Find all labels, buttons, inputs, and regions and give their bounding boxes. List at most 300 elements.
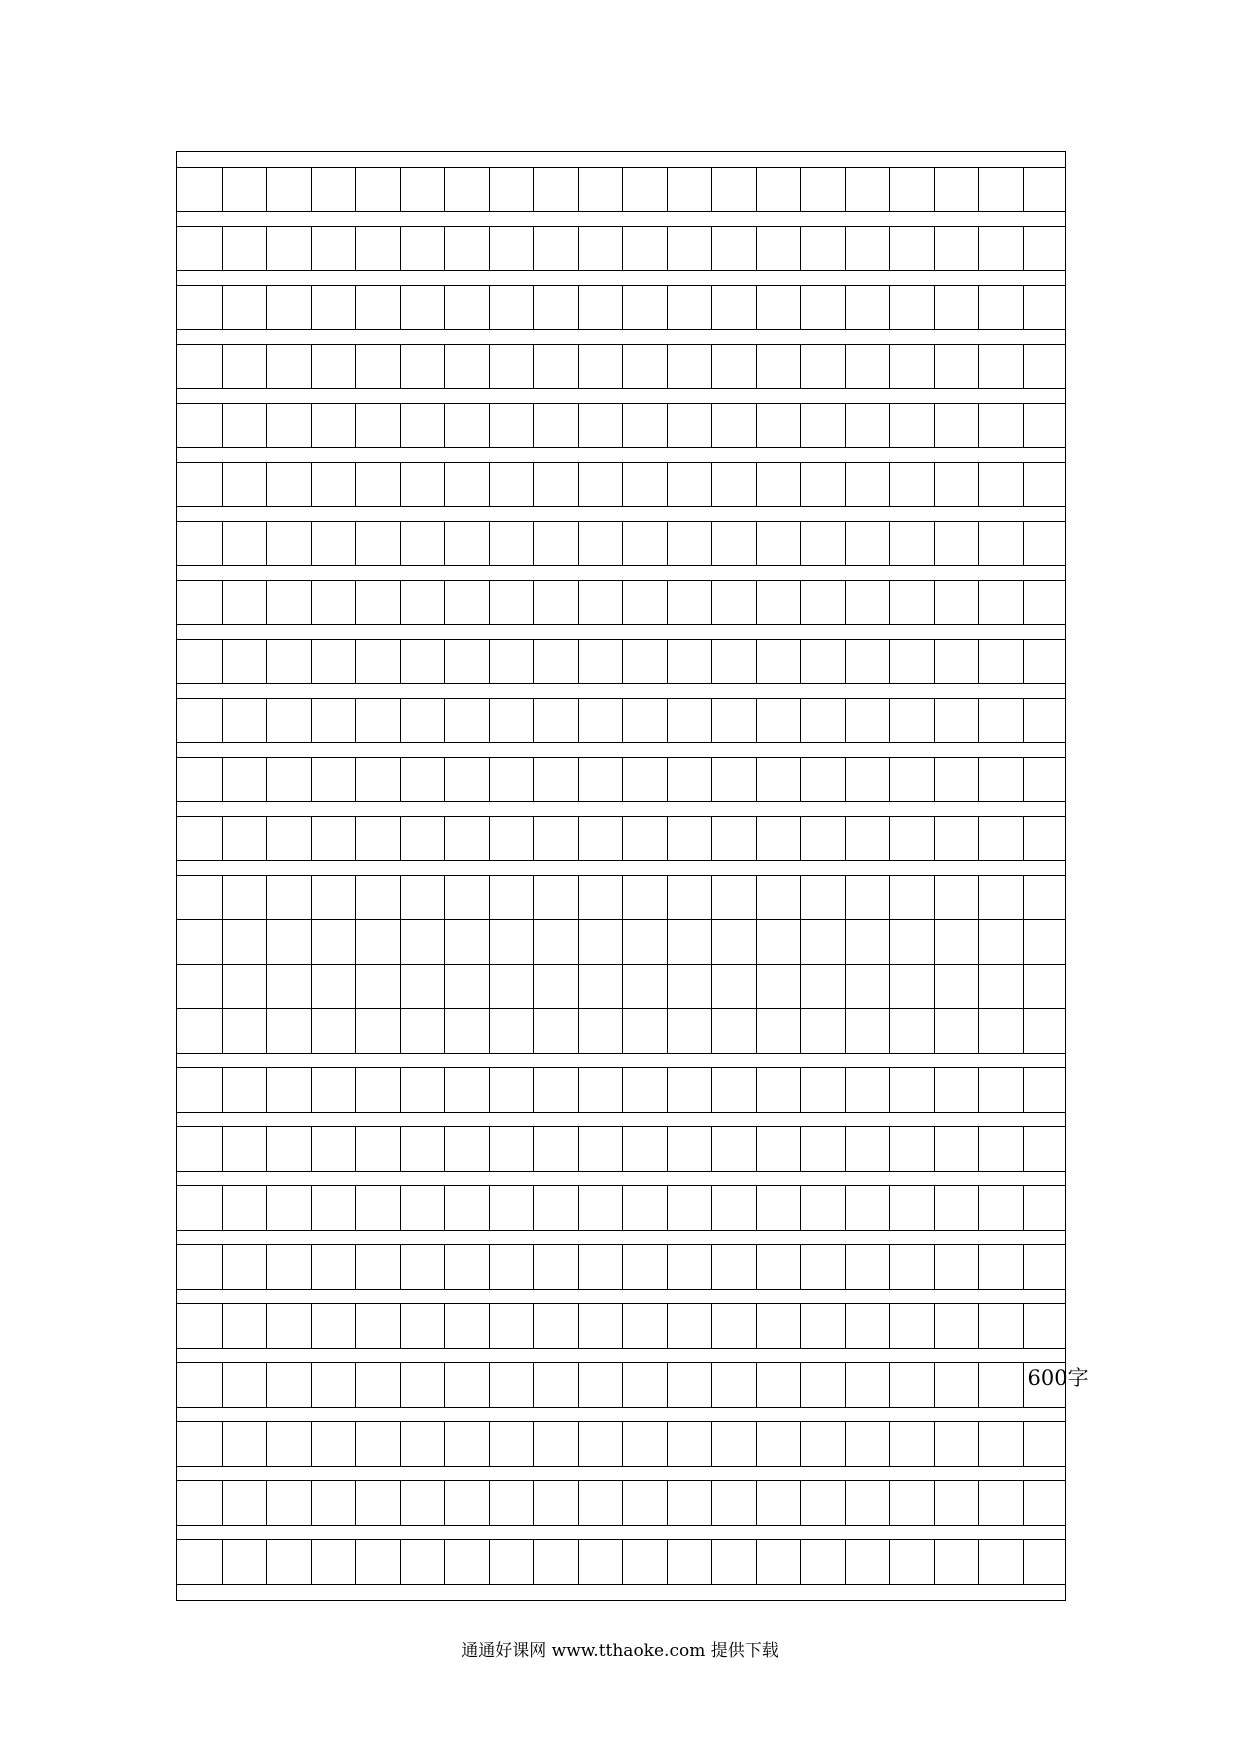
column-line <box>400 285 401 330</box>
column-line <box>800 1362 801 1407</box>
column-line <box>889 521 890 566</box>
column-line <box>355 167 356 212</box>
row-group-line <box>177 1525 1065 1526</box>
column-line <box>622 875 623 1053</box>
column-line <box>1023 816 1024 861</box>
column-line <box>266 1185 267 1230</box>
column-line <box>756 1126 757 1171</box>
column-line <box>978 344 979 389</box>
column-line <box>889 1126 890 1171</box>
column-line <box>355 344 356 389</box>
column-line <box>1023 167 1024 212</box>
column-line <box>889 1539 890 1584</box>
column-line <box>845 1067 846 1112</box>
column-line <box>444 1067 445 1112</box>
row-group-line <box>177 388 1065 389</box>
column-line <box>222 462 223 507</box>
column-line <box>756 875 757 1053</box>
column-line <box>489 226 490 271</box>
column-line <box>934 816 935 861</box>
column-line <box>711 167 712 212</box>
column-line <box>578 757 579 802</box>
column-line <box>578 344 579 389</box>
column-line <box>1023 1421 1024 1466</box>
column-line <box>400 1067 401 1112</box>
column-line <box>978 580 979 625</box>
column-line <box>667 875 668 1053</box>
column-line <box>311 226 312 271</box>
column-line <box>266 816 267 861</box>
column-line <box>578 285 579 330</box>
column-line <box>400 639 401 684</box>
column-line <box>222 757 223 802</box>
column-line <box>622 1126 623 1171</box>
column-line <box>355 1067 356 1112</box>
column-line <box>711 1185 712 1230</box>
column-line <box>311 639 312 684</box>
footer-source-text: 通通好课网 www.tthaoke.com 提供下载 <box>461 1641 779 1661</box>
column-line <box>978 521 979 566</box>
column-line <box>978 462 979 507</box>
column-line <box>578 580 579 625</box>
column-line <box>400 1421 401 1466</box>
column-line <box>756 757 757 802</box>
column-line <box>578 1126 579 1171</box>
column-line <box>711 1303 712 1348</box>
column-line <box>889 1421 890 1466</box>
column-line <box>489 344 490 389</box>
column-line <box>756 639 757 684</box>
column-line <box>1023 1126 1024 1171</box>
column-line <box>533 344 534 389</box>
column-line <box>800 757 801 802</box>
column-line <box>845 698 846 743</box>
column-line <box>266 1421 267 1466</box>
column-line <box>489 521 490 566</box>
column-line <box>667 226 668 271</box>
column-line <box>578 816 579 861</box>
column-line <box>667 167 668 212</box>
column-line <box>533 816 534 861</box>
column-line <box>845 1185 846 1230</box>
column-line <box>667 1185 668 1230</box>
column-line <box>489 403 490 448</box>
column-line <box>800 816 801 861</box>
column-line <box>222 344 223 389</box>
column-line <box>622 1067 623 1112</box>
column-line <box>266 639 267 684</box>
column-line <box>845 462 846 507</box>
column-line <box>978 1480 979 1525</box>
column-line <box>934 226 935 271</box>
column-line <box>756 403 757 448</box>
column-line <box>756 521 757 566</box>
column-line <box>444 580 445 625</box>
column-line <box>756 1480 757 1525</box>
column-line <box>533 167 534 212</box>
column-line <box>578 1067 579 1112</box>
column-line <box>444 1303 445 1348</box>
column-line <box>622 1362 623 1407</box>
column-line <box>800 1539 801 1584</box>
column-line <box>667 698 668 743</box>
column-line <box>266 1480 267 1525</box>
column-line <box>400 1244 401 1289</box>
column-line <box>889 1067 890 1112</box>
column-line <box>1023 1244 1024 1289</box>
column-line <box>266 1067 267 1112</box>
column-line <box>400 816 401 861</box>
column-line <box>400 403 401 448</box>
row-group-line <box>177 1348 1065 1349</box>
column-line <box>266 167 267 212</box>
column-line <box>711 875 712 1053</box>
column-line <box>978 1303 979 1348</box>
column-line <box>711 1067 712 1112</box>
column-line <box>578 167 579 212</box>
column-line <box>222 1303 223 1348</box>
column-line <box>1023 698 1024 743</box>
column-line <box>1023 1185 1024 1230</box>
column-line <box>266 403 267 448</box>
column-line <box>578 1539 579 1584</box>
column-line <box>845 639 846 684</box>
column-line <box>311 462 312 507</box>
row-group-line <box>177 1407 1065 1408</box>
row-group-line <box>177 1053 1065 1054</box>
column-line <box>889 1303 890 1348</box>
column-line <box>533 698 534 743</box>
column-line <box>800 1067 801 1112</box>
column-line <box>222 1185 223 1230</box>
column-line <box>756 462 757 507</box>
column-line <box>355 1244 356 1289</box>
column-line <box>622 1421 623 1466</box>
row-group-line <box>177 801 1065 802</box>
column-line <box>311 1303 312 1348</box>
column-line <box>622 698 623 743</box>
column-line <box>1023 1362 1024 1407</box>
column-line <box>978 167 979 212</box>
column-line <box>489 580 490 625</box>
column-line <box>800 1421 801 1466</box>
column-line <box>578 1303 579 1348</box>
column-line <box>711 580 712 625</box>
row-group-line <box>177 1112 1065 1113</box>
column-line <box>266 1362 267 1407</box>
column-line <box>756 698 757 743</box>
column-line <box>444 757 445 802</box>
column-line <box>578 1244 579 1289</box>
column-line <box>889 462 890 507</box>
column-line <box>222 226 223 271</box>
column-line <box>934 285 935 330</box>
column-line <box>800 1480 801 1525</box>
column-line <box>978 698 979 743</box>
column-line <box>889 167 890 212</box>
column-line <box>845 1480 846 1525</box>
column-line <box>800 1126 801 1171</box>
column-line <box>978 875 979 1053</box>
column-line <box>711 639 712 684</box>
column-line <box>533 1303 534 1348</box>
column-line <box>222 521 223 566</box>
column-line <box>800 521 801 566</box>
column-line <box>711 285 712 330</box>
column-line <box>222 698 223 743</box>
column-line <box>711 521 712 566</box>
column-line <box>355 1185 356 1230</box>
column-line <box>489 1126 490 1171</box>
column-line <box>667 462 668 507</box>
column-line <box>711 1244 712 1289</box>
column-line <box>266 1539 267 1584</box>
column-line <box>1023 344 1024 389</box>
column-line <box>934 1480 935 1525</box>
column-line <box>756 580 757 625</box>
column-line <box>756 1303 757 1348</box>
column-line <box>756 1362 757 1407</box>
column-line <box>533 639 534 684</box>
column-line <box>311 1362 312 1407</box>
column-line <box>578 403 579 448</box>
column-line <box>934 521 935 566</box>
column-line <box>934 1244 935 1289</box>
column-line <box>711 403 712 448</box>
column-line <box>845 875 846 1053</box>
column-line <box>622 1244 623 1289</box>
column-line <box>400 344 401 389</box>
column-line <box>266 1244 267 1289</box>
column-line <box>978 816 979 861</box>
column-line <box>311 580 312 625</box>
column-line <box>622 1185 623 1230</box>
column-line <box>444 1480 445 1525</box>
column-line <box>444 1421 445 1466</box>
column-line <box>311 1185 312 1230</box>
column-line <box>489 462 490 507</box>
column-line <box>444 639 445 684</box>
column-line <box>400 1539 401 1584</box>
column-line <box>355 1362 356 1407</box>
column-line <box>311 1539 312 1584</box>
column-line <box>889 639 890 684</box>
column-line <box>222 1539 223 1584</box>
column-line <box>266 344 267 389</box>
column-line <box>578 226 579 271</box>
column-line <box>978 1421 979 1466</box>
row-group-line <box>177 624 1065 625</box>
column-line <box>444 1362 445 1407</box>
column-line <box>1023 521 1024 566</box>
column-line <box>667 1362 668 1407</box>
column-line <box>1023 639 1024 684</box>
column-line <box>934 1067 935 1112</box>
column-line <box>934 344 935 389</box>
column-line <box>667 580 668 625</box>
column-line <box>889 757 890 802</box>
column-line <box>400 1185 401 1230</box>
column-line <box>400 580 401 625</box>
column-line <box>444 1126 445 1171</box>
column-line <box>311 1126 312 1171</box>
column-line <box>355 521 356 566</box>
column-line <box>800 403 801 448</box>
column-line <box>800 639 801 684</box>
column-line <box>266 226 267 271</box>
column-line <box>222 1126 223 1171</box>
column-line <box>400 875 401 1053</box>
column-line <box>667 344 668 389</box>
column-line <box>756 1067 757 1112</box>
column-line <box>533 403 534 448</box>
column-line <box>444 167 445 212</box>
column-line <box>311 1244 312 1289</box>
column-line <box>355 875 356 1053</box>
column-line <box>444 226 445 271</box>
column-line <box>355 757 356 802</box>
column-line <box>489 167 490 212</box>
column-line <box>533 521 534 566</box>
column-line <box>533 285 534 330</box>
column-line <box>756 1185 757 1230</box>
column-line <box>311 521 312 566</box>
column-line <box>489 1539 490 1584</box>
column-line <box>756 1244 757 1289</box>
column-line <box>1023 1480 1024 1525</box>
column-line <box>622 639 623 684</box>
row-group-line <box>177 329 1065 330</box>
column-line <box>355 580 356 625</box>
column-line <box>934 462 935 507</box>
column-line <box>355 816 356 861</box>
column-line <box>622 521 623 566</box>
row-group-line <box>177 1466 1065 1467</box>
row-group-line <box>177 1584 1065 1585</box>
column-line <box>667 403 668 448</box>
column-line <box>667 1067 668 1112</box>
column-line <box>533 1185 534 1230</box>
column-line <box>845 167 846 212</box>
column-line <box>533 1539 534 1584</box>
column-line <box>622 1539 623 1584</box>
column-line <box>489 1480 490 1525</box>
column-line <box>711 698 712 743</box>
row-group-line <box>177 683 1065 684</box>
column-line <box>1023 1303 1024 1348</box>
column-line <box>845 226 846 271</box>
column-line <box>845 403 846 448</box>
column-line <box>533 875 534 1053</box>
row-group-line <box>177 211 1065 212</box>
column-line <box>711 344 712 389</box>
column-line <box>800 344 801 389</box>
column-line <box>889 1362 890 1407</box>
word-count-marker: 600字 <box>1027 1366 1089 1390</box>
row-group-line <box>177 860 1065 861</box>
column-line <box>934 875 935 1053</box>
column-line <box>222 1362 223 1407</box>
column-line <box>800 1303 801 1348</box>
column-line <box>622 285 623 330</box>
column-line <box>355 1539 356 1584</box>
column-line <box>222 1480 223 1525</box>
column-line <box>355 285 356 330</box>
column-line <box>400 226 401 271</box>
column-line <box>489 1362 490 1407</box>
column-line <box>978 639 979 684</box>
row-group-line <box>177 270 1065 271</box>
column-line <box>889 344 890 389</box>
column-line <box>934 757 935 802</box>
column-line <box>444 1539 445 1584</box>
column-line <box>266 698 267 743</box>
column-line <box>355 698 356 743</box>
column-line <box>667 639 668 684</box>
column-line <box>266 875 267 1053</box>
column-line <box>800 875 801 1053</box>
column-line <box>934 639 935 684</box>
row-group-line <box>177 506 1065 507</box>
column-line <box>800 462 801 507</box>
column-line <box>533 462 534 507</box>
column-line <box>222 1244 223 1289</box>
column-line <box>400 521 401 566</box>
column-line <box>311 816 312 861</box>
column-line <box>889 403 890 448</box>
column-line <box>934 403 935 448</box>
column-line <box>845 757 846 802</box>
column-line <box>311 1421 312 1466</box>
column-line <box>667 1539 668 1584</box>
row-group-line <box>177 742 1065 743</box>
column-line <box>578 639 579 684</box>
column-line <box>800 580 801 625</box>
column-line <box>444 698 445 743</box>
column-line <box>667 816 668 861</box>
column-line <box>311 757 312 802</box>
column-line <box>311 698 312 743</box>
column-line <box>311 1067 312 1112</box>
column-line <box>1023 403 1024 448</box>
column-line <box>667 521 668 566</box>
column-line <box>222 403 223 448</box>
column-line <box>489 285 490 330</box>
column-line <box>978 1362 979 1407</box>
column-line <box>400 167 401 212</box>
column-line <box>889 285 890 330</box>
column-line <box>1023 580 1024 625</box>
column-line <box>222 1067 223 1112</box>
column-line <box>222 816 223 861</box>
column-line <box>400 1480 401 1525</box>
column-line <box>355 226 356 271</box>
column-line <box>400 1303 401 1348</box>
column-line <box>889 1244 890 1289</box>
column-line <box>845 580 846 625</box>
column-line <box>400 757 401 802</box>
column-line <box>222 639 223 684</box>
column-line <box>266 757 267 802</box>
column-line <box>800 1185 801 1230</box>
column-line <box>1023 1539 1024 1584</box>
row-group-line <box>177 565 1065 566</box>
column-line <box>533 1067 534 1112</box>
column-line <box>667 757 668 802</box>
column-line <box>489 698 490 743</box>
row-group-line <box>177 447 1065 448</box>
column-line <box>311 167 312 212</box>
